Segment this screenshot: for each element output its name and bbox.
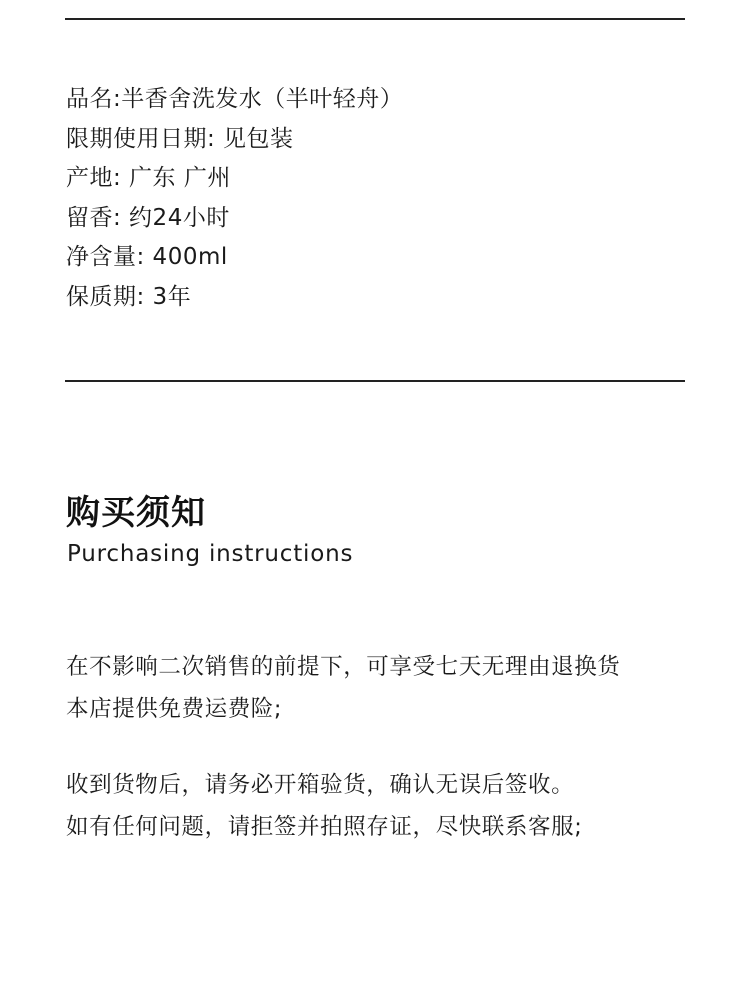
spec-product-name: 品名:半香舍洗发水（半叶轻舟） (66, 86, 404, 112)
purchase-notice-subtitle: Purchasing instructions (67, 541, 354, 567)
contact-service-line: 如有任何问题，请拒签并拍照存证，尽快联系客服; (66, 814, 583, 840)
spec-expiry-date: 限期使用日期: 见包装 (66, 125, 294, 152)
middle-divider (65, 380, 685, 382)
spec-origin: 产地: 广东 广州 (66, 165, 231, 191)
spec-fragrance-duration: 留香: 约24小时 (66, 204, 230, 231)
product-spec-list (66, 80, 403, 317)
top-divider (65, 18, 685, 20)
purchase-notice-title: 购买须知 (66, 493, 206, 533)
return-policy-line: 在不影响二次销售的前提下，可享受七天无理由退换货 (66, 654, 621, 680)
inspection-line: 收到货物后，请务必开箱验货，确认无误后签收。 (66, 772, 575, 798)
return-policy-paragraph (66, 646, 620, 730)
spec-net-content: 净含量: 400ml (66, 244, 228, 270)
spec-shelf-life: 保质期: 3年 (66, 283, 192, 310)
shipping-insurance-line: 本店提供免费运费险; (66, 696, 283, 722)
inspection-paragraph (66, 764, 582, 848)
